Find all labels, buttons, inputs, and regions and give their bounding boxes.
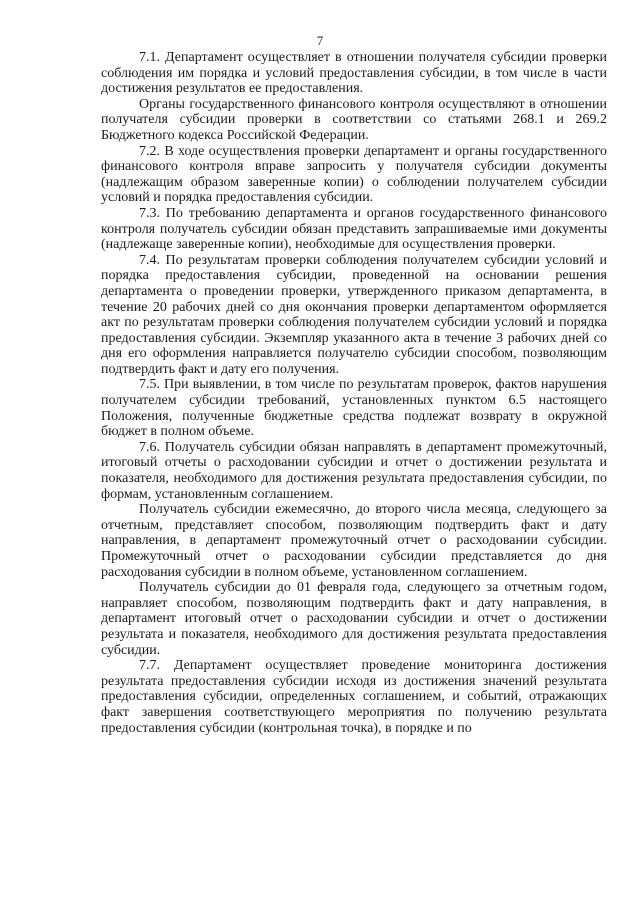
page-number: 7: [316, 34, 324, 48]
paragraph-7-1: 7.1. Департамент осуществляет в отношении получателя субсидии проверки соблюдения им порядка и условий предоставления субсидии, в том числе в части достижения результатов ее предоставления.: [101, 50, 607, 97]
paragraph-monthly-report: Получатель субсидии ежемесячно, до второго числа месяца, следующего за отчетным, представляет способом, позволяющим подтвердить факт и дату направления, в департамент промежуточный отчет о расходовании субсидии. Промежуточный отчет о расходовании субсидии представляется до дня расходования субсидии в полном объеме, установленном соглашением.: [101, 502, 607, 580]
paragraph-7-7: 7.7. Департамент осуществляет проведение мониторинга достижения результата предоставления субсидии исходя из достижения значений результата предоставления субсидии, определенных соглашением, и событий, отражающих факт завершения соответствующего мероприятия по получению результата предоставления субсидии (контрольная точка), в порядке и по: [101, 658, 607, 736]
paragraph-final-report: Получатель субсидии до 01 февраля года, следующего за отчетным годом, направляет способом, позволяющим подтвердить факт и дату направления, в департамент итоговый отчет о расходовании субсидии и отчет о достижении результата и показателя, необходимого для достижения результата предоставления субсидии.: [101, 580, 607, 658]
paragraph-7-5: 7.5. При выявлении, в том числе по результатам проверок, фактов нарушения получателем субсидии требований, установленных пунктом 6.5 настоящего Положения, полученные бюджетные средства подлежат возврату в окружной бюджет в полном объеме.: [101, 377, 607, 440]
document-body: [101, 50, 607, 736]
paragraph-7-3: 7.3. По требованию департамента и органов государственного финансового контроля получатель субсидии обязан представить запрашиваемые ими документы (надлежаще заверенные копии), необходимые для осуществления проверки.: [101, 205, 607, 253]
paragraph-state-control: Органы государственного финансового контроля осуществляют в отношении получателя субсидии проверки в соответствии со статьями 268.1 и 269.2 Бюджетного кодекса Российской Федерации.: [101, 96, 607, 143]
paragraph-7-2: 7.2. В ходе осуществления проверки департамент и органы государственного финансового контроля вправе запросить у получателя субсидии документы (надлежащим образом заверенные копии) о соблюдении получателем субсидии условий и порядка предоставления субсидии.: [101, 143, 607, 206]
paragraph-7-6: 7.6. Получатель субсидии обязан направлять в департамент промежуточный, итоговый отчеты о расходовании субсидии и отчет о достижении результата и показателя, необходимого для достижения результата предоставления субсидии, по формам, установленным соглашением.: [101, 439, 607, 502]
paragraph-7-4: 7.4. По результатам проверки соблюдения получателем субсидии условий и порядка предоставления субсидии, проведенной на основании решения департамента о проведении проверки, утвержденного приказом департамента, в течение 20 рабочих дней со дня окончания проверки департаментом оформляется акт по результатам проверки соблюдения получателем субсидии условий и порядка предоставления субсидии. Экземпляр указанного акта в течение 3 рабочих дней со дня его оформления направляется получателю субсидии способом, позволяющим подтвердить факт и дату его получения.: [101, 252, 607, 377]
